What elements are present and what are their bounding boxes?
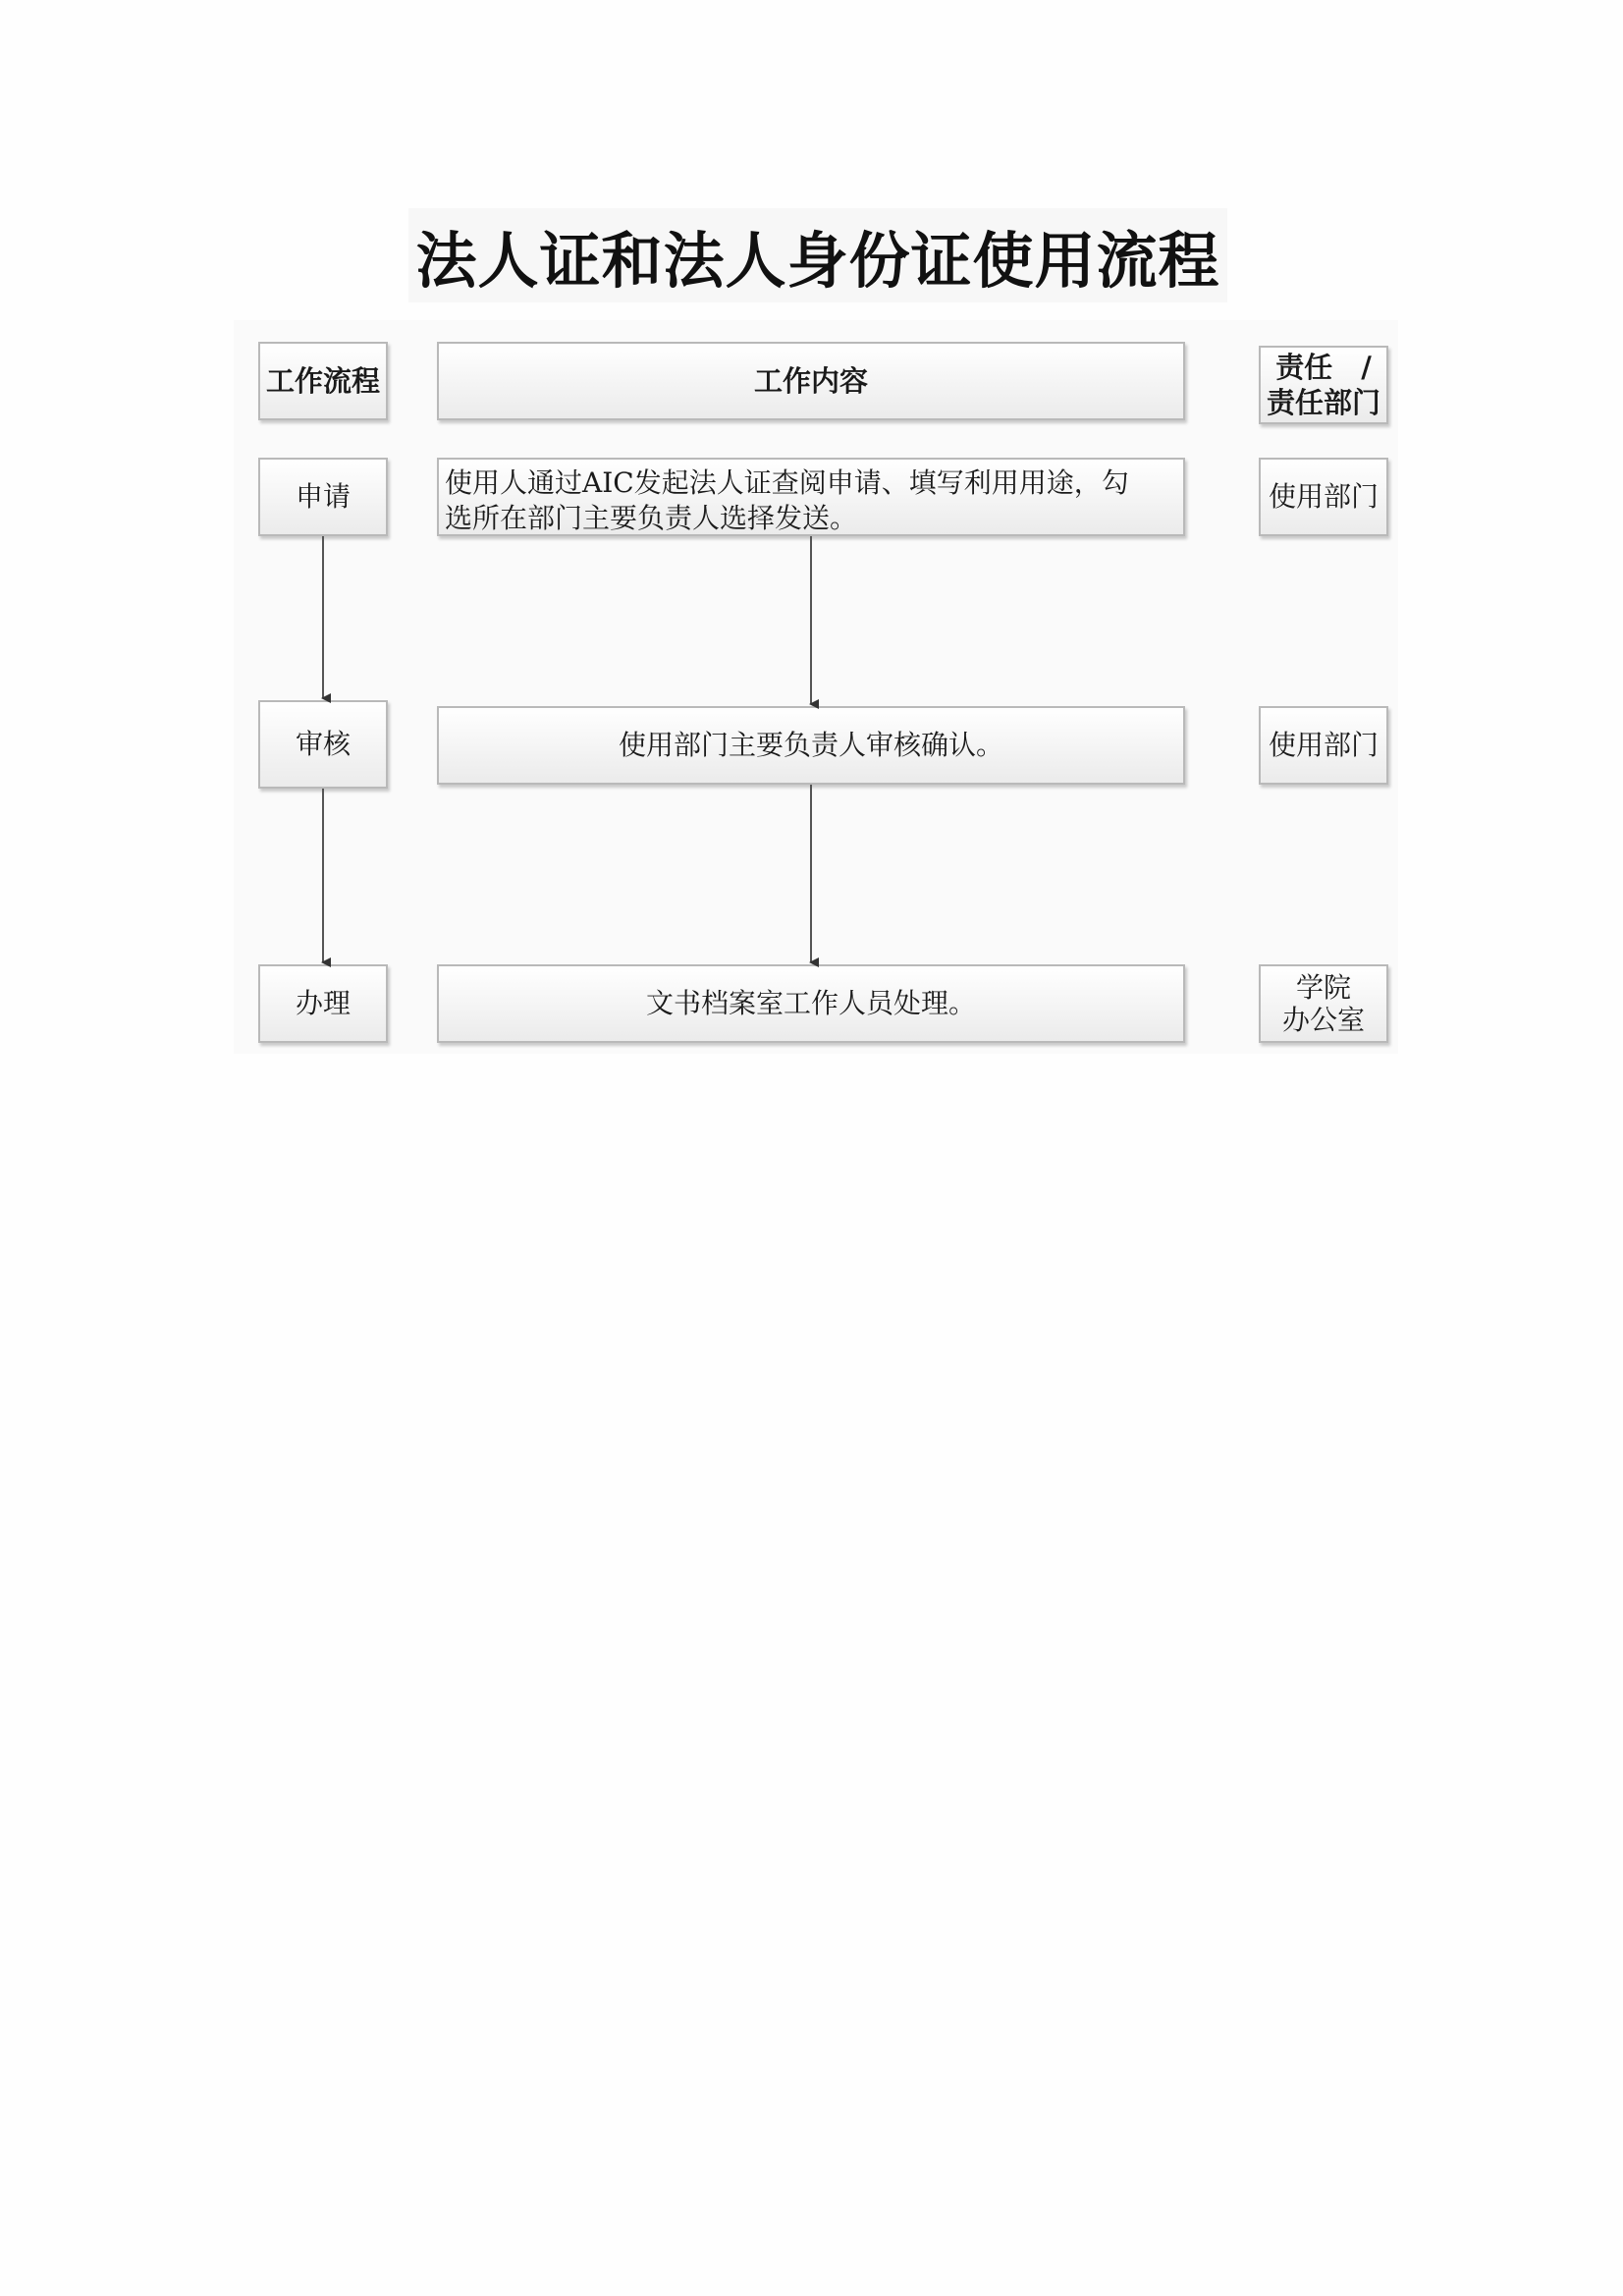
dept-step-review-label: 使用部门: [1268, 729, 1379, 761]
dept-step-apply-label: 使用部门: [1268, 480, 1379, 513]
flow-step-apply-label: 申请: [295, 480, 351, 513]
dept-step-handle-line2: 办公室: [1281, 1004, 1365, 1036]
page-title: 法人证和法人身份证使用流程: [415, 224, 1220, 297]
content-step-apply-line1: 使用人通过AIC发起法人证查阅申请、填写利用用途，勾: [445, 466, 1129, 499]
content-step-handle-label: 文书档案室工作人员处理。: [645, 987, 976, 1019]
dept-step-handle-line1: 学院: [1295, 971, 1351, 1004]
header-department-line2: 责任部门: [1266, 386, 1380, 419]
header-department-line1: 责任 /: [1275, 351, 1372, 384]
flow-step-review-label: 审核: [295, 728, 351, 760]
header-flow-label: 工作流程: [265, 364, 380, 398]
content-step-apply-line2: 选所在部门主要负责人选择发送。: [445, 502, 858, 534]
content-step-review-label: 使用部门主要负责人审核确认。: [618, 729, 1003, 761]
flow-step-handle-label: 办理: [295, 987, 351, 1019]
header-content-label: 工作内容: [753, 364, 868, 398]
